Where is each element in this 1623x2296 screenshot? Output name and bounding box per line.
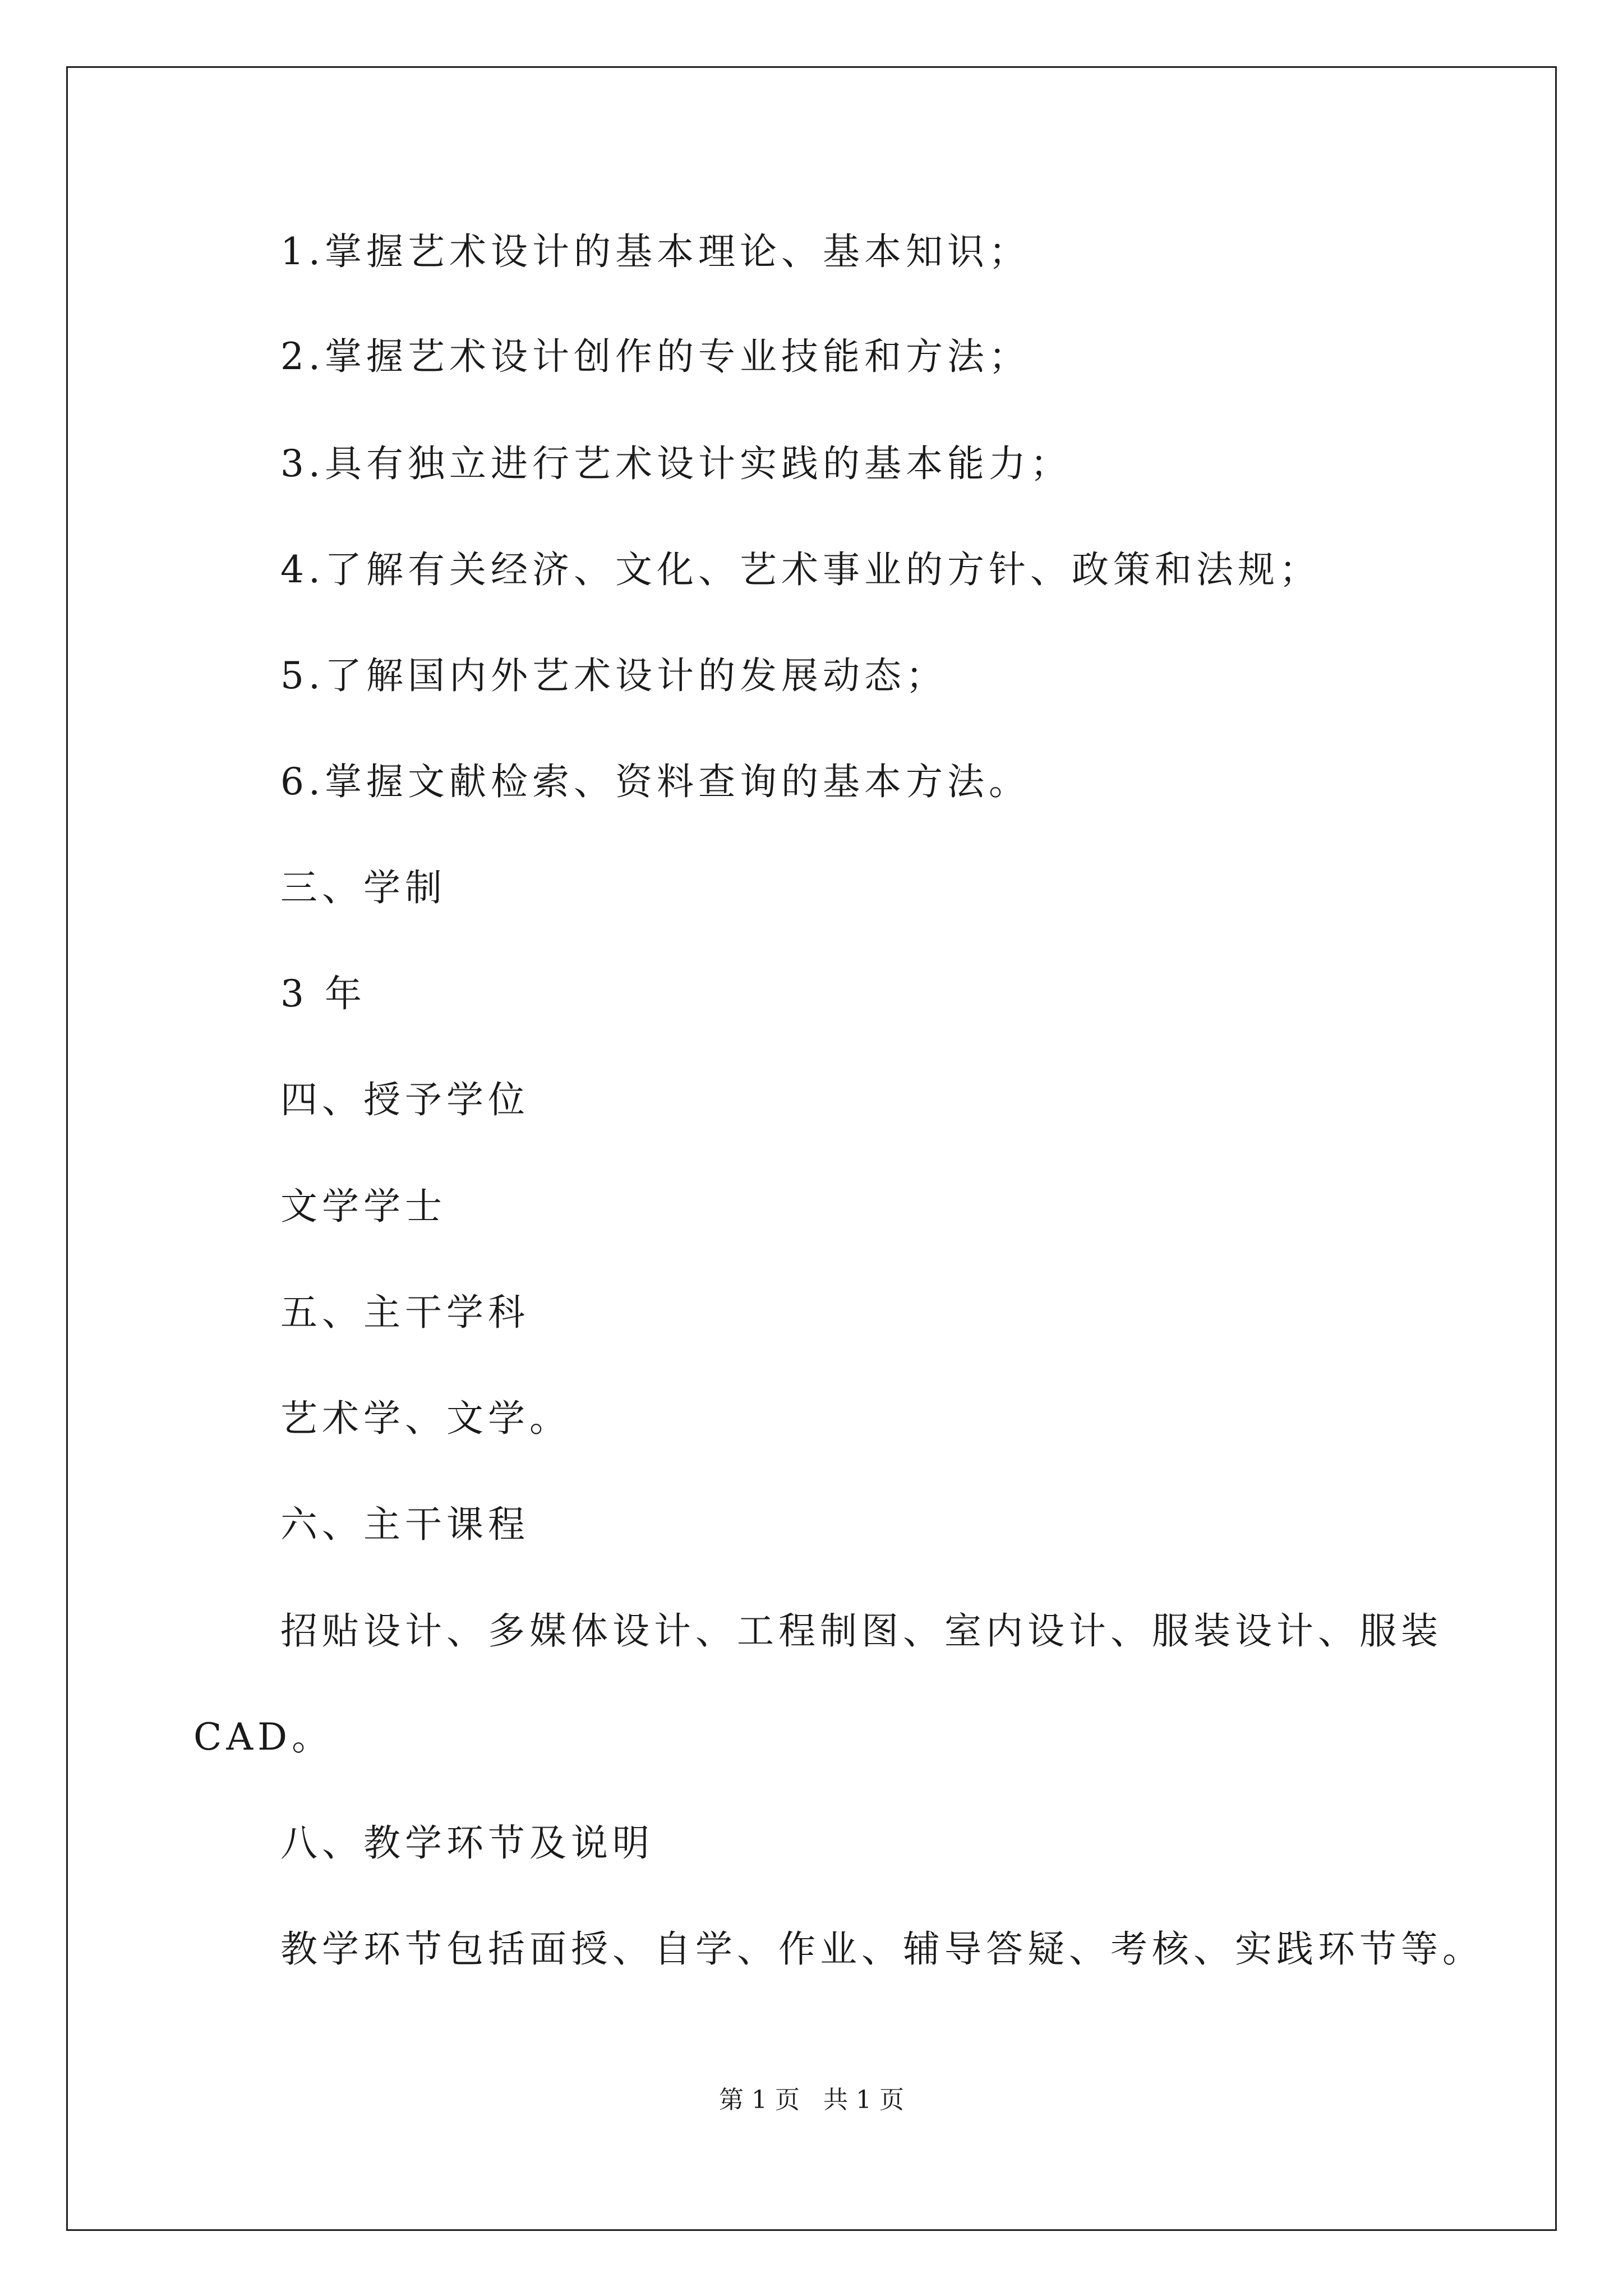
section-heading-duration: 三、学制	[280, 866, 446, 909]
page-number-footer: 第 1 页 共 1 页	[719, 2086, 904, 2114]
disciplines-value: 艺术学、文学。	[280, 1397, 571, 1440]
section-heading-degree: 四、授予学位	[280, 1078, 529, 1121]
objective-item-3: 3.具有独立进行艺术设计实践的基本能力；	[280, 442, 1072, 485]
page-border	[66, 66, 1557, 2231]
objective-item-1: 1.掌握艺术设计的基本理论、基本知识；	[280, 230, 1030, 273]
objective-item-4: 4.了解有关经济、文化、艺术事业的方针、政策和法规；	[280, 548, 1321, 591]
objective-item-2: 2.掌握艺术设计创作的专业技能和方法；	[280, 335, 1030, 378]
section-heading-courses: 六、主干课程	[280, 1503, 529, 1546]
objective-item-5: 5.了解国内外艺术设计的发展动态；	[280, 654, 947, 697]
courses-value: 招贴设计、多媒体设计、工程制图、室内设计、服装设计、服装	[280, 1609, 1442, 1653]
objective-item-6: 6.掌握文献检索、资料查询的基本方法。	[280, 760, 1030, 803]
teaching-value: 教学环节包括面授、自学、作业、辅导答疑、考核、实践环节等。	[280, 1927, 1484, 1971]
degree-value: 文学学士	[280, 1185, 446, 1228]
duration-value: 3 年	[280, 972, 366, 1015]
section-heading-teaching: 八、教学环节及说明	[280, 1821, 654, 1865]
section-heading-disciplines: 五、主干学科	[280, 1291, 529, 1334]
courses-value-continued: CAD。	[193, 1715, 334, 1759]
